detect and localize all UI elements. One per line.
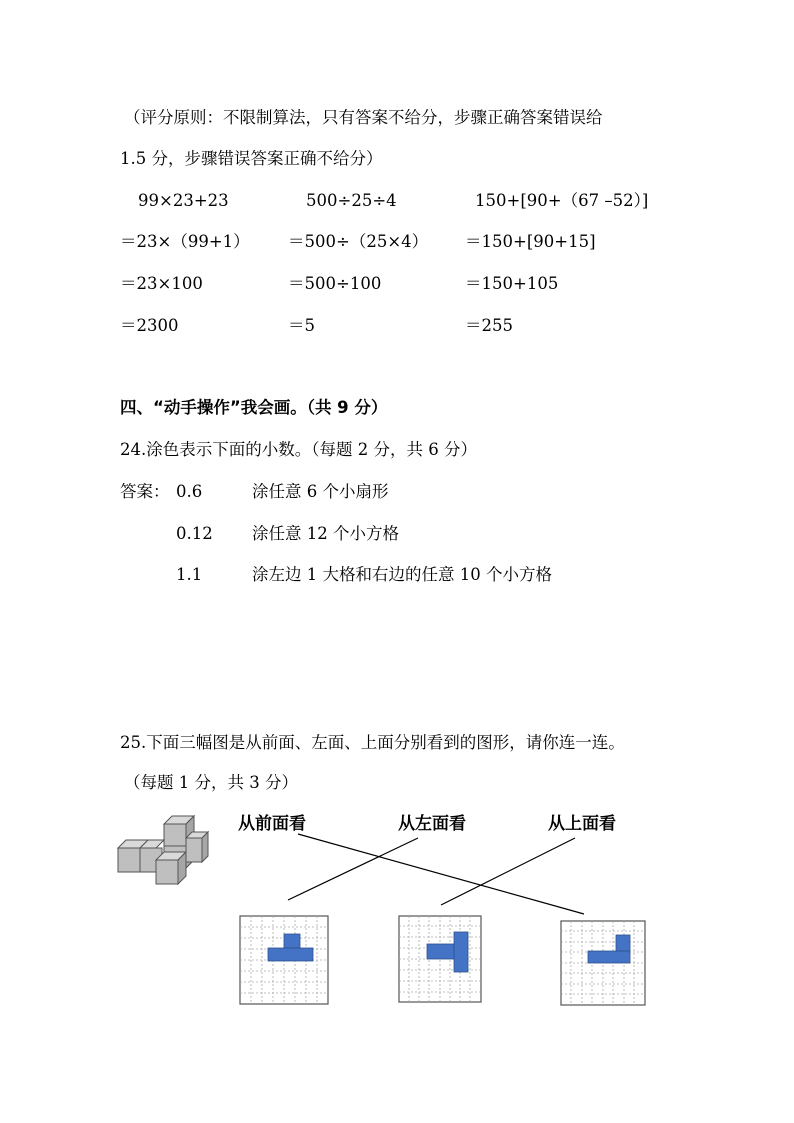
- answer-label: 答案：: [120, 482, 170, 501]
- calc-step: ＝500÷100: [288, 274, 382, 293]
- calc-step: 99×23+23: [138, 191, 229, 210]
- calc-step: 500÷25÷4: [306, 191, 397, 210]
- answer-value: 0.6: [176, 482, 203, 501]
- calc-step: ＝500÷（25×4）: [288, 232, 429, 251]
- calc-step: ＝255: [465, 316, 513, 335]
- calc-step: ＝23×100: [120, 274, 203, 293]
- answer-value: 1.1: [176, 565, 203, 584]
- q25-note: （每题 1 分，共 3 分）: [124, 773, 298, 792]
- calc-step: ＝150+[90+15]: [465, 232, 596, 251]
- view-label-left: 从左面看: [398, 814, 466, 834]
- q25-title: 25.下面三幅图是从前面、左面、上面分别看到的图形，请你连一连。: [120, 733, 625, 752]
- view-grid-3: [560, 920, 648, 1008]
- answer-desc: 涂左边 1 大格和右边的任意 10 个小方格: [252, 565, 552, 584]
- q24-title: 24.涂色表示下面的小数。（每题 2 分，共 6 分）: [120, 440, 477, 459]
- calc-step: ＝5: [288, 316, 315, 335]
- answer-value: 0.12: [176, 524, 213, 543]
- view-grid-2: [398, 915, 484, 1005]
- section-title: 四、“动手操作”我会画。（共 9 分）: [120, 398, 388, 417]
- match-line-front: [298, 834, 584, 914]
- scoring-note-line1: （评分原则：不限制算法，只有答案不给分，步骤正确答案错误给: [124, 108, 603, 127]
- answer-desc: 涂任意 6 个小扇形: [252, 482, 389, 501]
- match-line-left: [288, 838, 418, 900]
- match-line-top: [441, 838, 575, 905]
- calc-step: 150+[90+（67 –52）]: [475, 191, 649, 210]
- calc-step: ＝23×（99+1）: [120, 232, 250, 251]
- calc-step: ＝2300: [120, 316, 179, 335]
- view-label-top: 从上面看: [548, 814, 616, 834]
- view-grid-1: [239, 915, 331, 1007]
- scoring-note-line2: 1.5 分，步骤错误答案正确不给分）: [120, 149, 383, 168]
- answer-desc: 涂任意 12 个小方格: [252, 524, 399, 543]
- view-label-front: 从前面看: [238, 814, 306, 834]
- calc-step: ＝150+105: [465, 274, 559, 293]
